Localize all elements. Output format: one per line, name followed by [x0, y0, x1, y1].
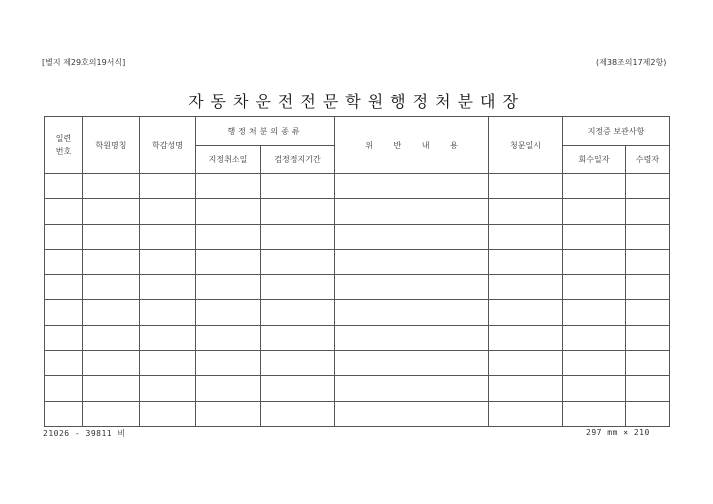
table-cell[interactable] — [563, 224, 626, 249]
table-cell[interactable] — [563, 199, 626, 224]
table-row — [45, 351, 670, 376]
table-cell[interactable] — [335, 401, 489, 426]
table-cell[interactable] — [626, 174, 670, 199]
col-hearing-date: 청문일시 — [489, 117, 563, 174]
table-cell[interactable] — [45, 351, 83, 376]
col-suspension-period: 검정정지기간 — [261, 146, 335, 174]
table-cell[interactable] — [140, 325, 196, 350]
table-cell[interactable] — [563, 275, 626, 300]
table-cell[interactable] — [45, 300, 83, 325]
table-cell[interactable] — [45, 376, 83, 401]
table-cell[interactable] — [489, 249, 563, 274]
table-cell[interactable] — [196, 401, 261, 426]
table-cell[interactable] — [335, 174, 489, 199]
table-cell[interactable] — [196, 325, 261, 350]
table-cell[interactable] — [196, 224, 261, 249]
table-cell[interactable] — [489, 199, 563, 224]
table-row — [45, 325, 670, 350]
table-cell[interactable] — [335, 325, 489, 350]
table-cell[interactable] — [261, 199, 335, 224]
table-row — [45, 224, 670, 249]
table-cell[interactable] — [335, 300, 489, 325]
table-cell[interactable] — [335, 376, 489, 401]
table-cell[interactable] — [140, 224, 196, 249]
table-cell[interactable] — [626, 376, 670, 401]
table-cell[interactable] — [196, 174, 261, 199]
table-row — [45, 300, 670, 325]
table-cell[interactable] — [83, 300, 140, 325]
table-cell[interactable] — [626, 325, 670, 350]
table-cell[interactable] — [626, 249, 670, 274]
table-cell[interactable] — [45, 199, 83, 224]
col-revocation-date: 지정취소일 — [196, 146, 261, 174]
table-row — [45, 199, 670, 224]
table-cell[interactable] — [626, 351, 670, 376]
col-school-name: 학원명칭 — [83, 117, 140, 174]
table-cell[interactable] — [196, 275, 261, 300]
table-cell[interactable] — [83, 224, 140, 249]
col-certificate-storage: 지정증 보관사항 — [563, 117, 670, 146]
table-cell[interactable] — [489, 224, 563, 249]
table-cell[interactable] — [140, 401, 196, 426]
col-serial-number: 일련 번호 — [45, 117, 83, 174]
table-cell[interactable] — [626, 275, 670, 300]
table-cell[interactable] — [261, 275, 335, 300]
table-cell[interactable] — [563, 325, 626, 350]
table-cell[interactable] — [626, 300, 670, 325]
table-cell[interactable] — [261, 325, 335, 350]
table-cell[interactable] — [45, 224, 83, 249]
table-row — [45, 174, 670, 199]
table-cell[interactable] — [140, 351, 196, 376]
table-cell[interactable] — [335, 275, 489, 300]
table-cell[interactable] — [563, 376, 626, 401]
table-cell[interactable] — [563, 351, 626, 376]
table-cell[interactable] — [196, 376, 261, 401]
table-cell[interactable] — [140, 174, 196, 199]
table-cell[interactable] — [196, 249, 261, 274]
table-cell[interactable] — [261, 300, 335, 325]
col-disposition-type: 행정처분의종류 — [196, 117, 335, 146]
table-cell[interactable] — [196, 199, 261, 224]
table-cell[interactable] — [335, 351, 489, 376]
table-cell[interactable] — [335, 199, 489, 224]
col-receiver: 수령자 — [626, 146, 670, 174]
table-cell[interactable] — [489, 351, 563, 376]
table-row — [45, 376, 670, 401]
table-cell[interactable] — [45, 249, 83, 274]
table-cell[interactable] — [489, 174, 563, 199]
table-row — [45, 249, 670, 274]
table-cell[interactable] — [45, 174, 83, 199]
table-cell[interactable] — [140, 275, 196, 300]
table-cell[interactable] — [489, 300, 563, 325]
table-cell[interactable] — [83, 174, 140, 199]
table-cell[interactable] — [261, 376, 335, 401]
col-violation-details: 위 반 내 용 — [335, 117, 489, 174]
table-cell[interactable] — [83, 275, 140, 300]
table-cell[interactable] — [563, 300, 626, 325]
table-cell[interactable] — [83, 351, 140, 376]
table-cell[interactable] — [140, 199, 196, 224]
table-row — [45, 275, 670, 300]
form-code: 21026 - 39811 비 — [43, 429, 126, 438]
table-cell[interactable] — [140, 300, 196, 325]
table-cell[interactable] — [335, 249, 489, 274]
table-cell[interactable] — [140, 376, 196, 401]
related-article: (제38조의17제2항) — [596, 58, 667, 67]
table-cell[interactable] — [83, 199, 140, 224]
table-cell[interactable] — [83, 376, 140, 401]
table-cell[interactable] — [45, 325, 83, 350]
table-cell[interactable] — [489, 401, 563, 426]
table-cell[interactable] — [626, 401, 670, 426]
table-cell[interactable] — [563, 401, 626, 426]
table-cell[interactable] — [489, 275, 563, 300]
paper-size: 297 mm × 210 — [586, 428, 650, 437]
table-cell[interactable] — [563, 174, 626, 199]
form-number: [별지 제29호의19서식] — [42, 58, 126, 67]
table-cell[interactable] — [140, 249, 196, 274]
table-cell[interactable] — [83, 249, 140, 274]
table-row — [45, 401, 670, 426]
col-inspector-name: 학감성명 — [140, 117, 196, 174]
table-cell[interactable] — [626, 224, 670, 249]
table-cell[interactable] — [261, 224, 335, 249]
table-cell[interactable] — [626, 199, 670, 224]
table-cell[interactable] — [261, 351, 335, 376]
table-cell[interactable] — [196, 300, 261, 325]
table-cell[interactable] — [489, 376, 563, 401]
header-row-top — [45, 117, 670, 146]
table-cell[interactable] — [261, 174, 335, 199]
document-title: 자동차운전전문학원행정처분대장 — [188, 92, 525, 111]
table-cell[interactable] — [83, 401, 140, 426]
table-cell[interactable] — [45, 401, 83, 426]
disposition-ledger-table — [44, 116, 670, 427]
table-cell[interactable] — [83, 325, 140, 350]
table-cell[interactable] — [261, 249, 335, 274]
table-cell[interactable] — [45, 275, 83, 300]
col-return-date: 회수일자 — [563, 146, 626, 174]
table-cell[interactable] — [563, 249, 626, 274]
table-cell[interactable] — [261, 401, 335, 426]
ledger-body — [45, 174, 670, 427]
table-cell[interactable] — [196, 351, 261, 376]
table-cell[interactable] — [489, 325, 563, 350]
table-cell[interactable] — [335, 224, 489, 249]
